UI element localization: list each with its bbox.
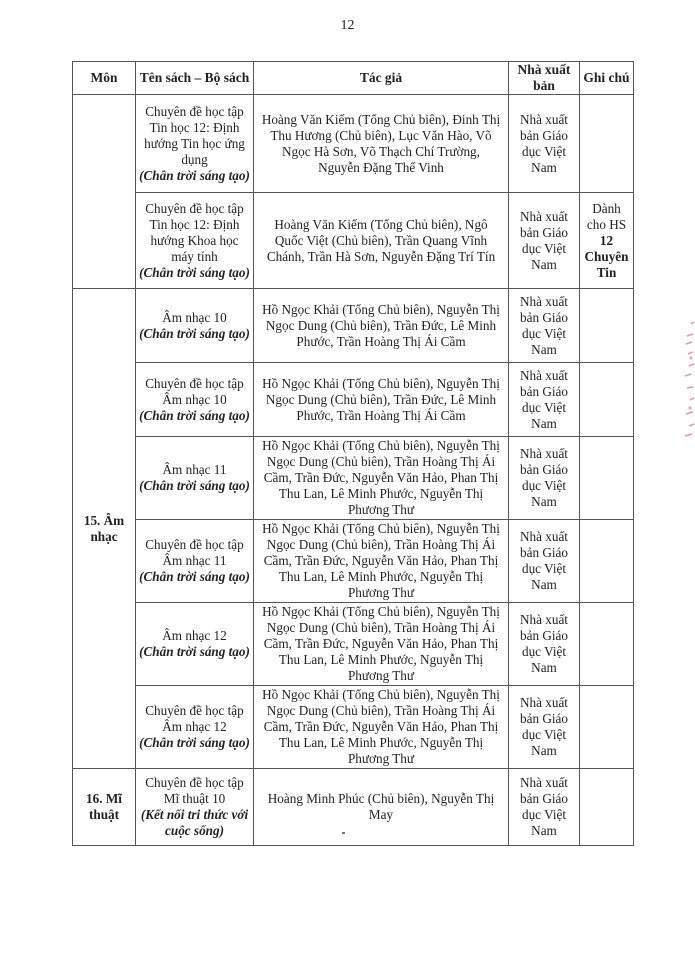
table-row [73,95,634,193]
book-title: Chuyên đề học tập Tin học 12: Định hướng Khoa học máy tính [145,200,244,264]
note-text: Dành cho HS [586,200,627,232]
author-cell: Hồ Ngọc Khải (Tổng Chủ biên), Nguyễn Thị Ngọc Dung (Chủ biên), Trần Hoàng Thị Ái Cầm, Trần Đức, Nguyễn Văn Hảo, Phan Thị Thu Lan, Lê Minh Phước, Nguyễn Thị Phương Thư [254,686,509,769]
book-title: Chuyên đề học tập Âm nhạc 12 [145,703,244,734]
note-cell [580,95,634,193]
author-cell: Hoàng Văn Kiếm (Tổng Chủ biên), Đinh Thị Thu Hương (Chủ biên), Lục Văn Hào, Võ Ngọc Hà Sơn, Võ Thạch Chí Trường, Nguyễn Đặng Thế Vinh [254,95,509,193]
book-title: Âm nhạc 11 [162,462,227,477]
publisher-cell: Nhà xuất bản Giáo dục Việt Nam [509,520,580,603]
page-number: 12 [340,18,355,33]
book-cell [136,193,254,289]
note-cell [580,769,634,846]
subject-cell-art: 16. Mĩ thuật [73,769,136,846]
table-row [73,193,634,289]
book-cell [136,363,254,437]
table-row [73,437,634,520]
header-author: Tác giả [254,62,509,95]
book-cell [136,769,254,846]
author-cell: Hồ Ngọc Khải (Tổng Chủ biên), Nguyễn Thị Ngọc Dung (Chủ biên), Trần Đức, Lê Minh Phước, Trần Hoàng Thị Ái Cầm [254,363,509,437]
table-header-row [73,62,634,95]
book-cell [136,289,254,363]
publisher-cell: Nhà xuất bản Giáo dục Việt Nam [509,686,580,769]
book-series: (Chân trời sáng tạo) [139,478,250,493]
author-cell: Hồ Ngọc Khải (Tổng Chủ biên), Nguyễn Thị Ngọc Dung (Chủ biên), Trần Đức, Lê Minh Phước, Trần Hoàng Thị Ái Cầm [254,289,509,363]
table-row [73,289,634,363]
publisher-cell: Nhà xuất bản Giáo dục Việt Nam [509,769,580,846]
book-title: Chuyên đề học tập Mĩ thuật 10 [145,775,244,806]
textbook-table [72,61,634,846]
table-row [73,520,634,603]
book-cell [136,95,254,193]
note-cell [580,686,634,769]
publisher-cell: Nhà xuất bản Giáo dục Việt Nam [509,603,580,686]
publisher-cell: Nhà xuất bản Giáo dục Việt Nam [509,193,580,289]
book-title: Âm nhạc 10 [162,309,227,325]
note-cell [580,363,634,437]
scan-speck [342,832,345,834]
note-cell [580,193,634,289]
book-series: (Chân trời sáng tạo) [139,644,250,659]
note-cell [580,520,634,603]
note-bold-text: 12 Chuyên Tin [584,232,629,280]
table-row [73,769,634,846]
table-row [73,686,634,769]
book-cell [136,686,254,769]
header-note: Ghi chú [580,62,634,95]
book-series: (Chân trời sáng tạo) [139,167,250,183]
note-cell [580,289,634,363]
book-series: (Chân trời sáng tạo) [139,569,250,584]
author-cell: Hoàng Minh Phúc (Chủ biên), Nguyễn Thị May [254,769,509,846]
author-cell: Hồ Ngọc Khải (Tổng Chủ biên), Nguyễn Thị Ngọc Dung (Chủ biên), Trần Hoàng Thị Ái Cầm, Trần Đức, Nguyễn Văn Hảo, Phan Thị Thu Lan, Lê Minh Phước, Nguyễn Thị Phương Thư [254,603,509,686]
book-cell [136,603,254,686]
book-cell [136,520,254,603]
author-cell: Hoàng Văn Kiếm (Tổng Chủ biên), Ngô Quốc Việt (Chủ biên), Trần Quang Vĩnh Chánh, Trần Hà Sơn, Nguyễn Đặng Trí Tín [254,193,509,289]
author-cell: Hồ Ngọc Khải (Tổng Chủ biên), Nguyễn Thị Ngọc Dung (Chủ biên), Trần Hoàng Thị Ái Cầm, Trần Đức, Nguyễn Văn Hảo, Phan Thị Thu Lan, Lê Minh Phước, Nguyễn Thị Phương Thư [254,520,509,603]
header-subject: Môn [73,62,136,95]
book-series: (Chân trời sáng tạo) [139,407,250,423]
book-series: (Chân trời sáng tạo) [139,325,250,341]
book-series: (Kết nối tri thức với cuộc sống) [140,807,249,838]
subject-cell-music: 15. Âm nhạc [73,289,136,769]
author-cell: Hồ Ngọc Khải (Tổng Chủ biên), Nguyễn Thị Ngọc Dung (Chủ biên), Trần Hoàng Thị Ái Cầm, Trần Đức, Nguyễn Văn Hảo, Phan Thị Thu Lan, Lê Minh Phước, Nguyễn Thị Phương Thư [254,437,509,520]
book-title: Chuyên đề học tập Âm nhạc 10 [145,375,244,407]
book-title: Chuyên đề học tập Âm nhạc 11 [145,537,244,568]
publisher-cell: Nhà xuất bản Giáo dục Việt Nam [509,289,580,363]
publisher-cell: Nhà xuất bản Giáo dục Việt Nam [509,363,580,437]
subject-cell-continued [73,95,136,289]
header-publisher: Nhà xuất bản [509,62,580,95]
table-row [73,363,634,437]
book-cell [136,437,254,520]
table-row [73,603,634,686]
book-series: (Chân trời sáng tạo) [139,735,250,750]
book-title: Chuyên đề học tập Tin học 12: Định hướng Tin học ứng dụng [144,103,245,167]
publisher-cell: Nhà xuất bản Giáo dục Việt Nam [509,95,580,193]
header-book: Tên sách – Bộ sách [136,62,254,95]
seal-stamp-fragment [677,318,695,448]
note-cell [580,603,634,686]
book-title: Âm nhạc 12 [162,628,227,643]
book-series: (Chân trời sáng tạo) [139,264,250,280]
note-cell [580,437,634,520]
publisher-cell: Nhà xuất bản Giáo dục Việt Nam [509,437,580,520]
